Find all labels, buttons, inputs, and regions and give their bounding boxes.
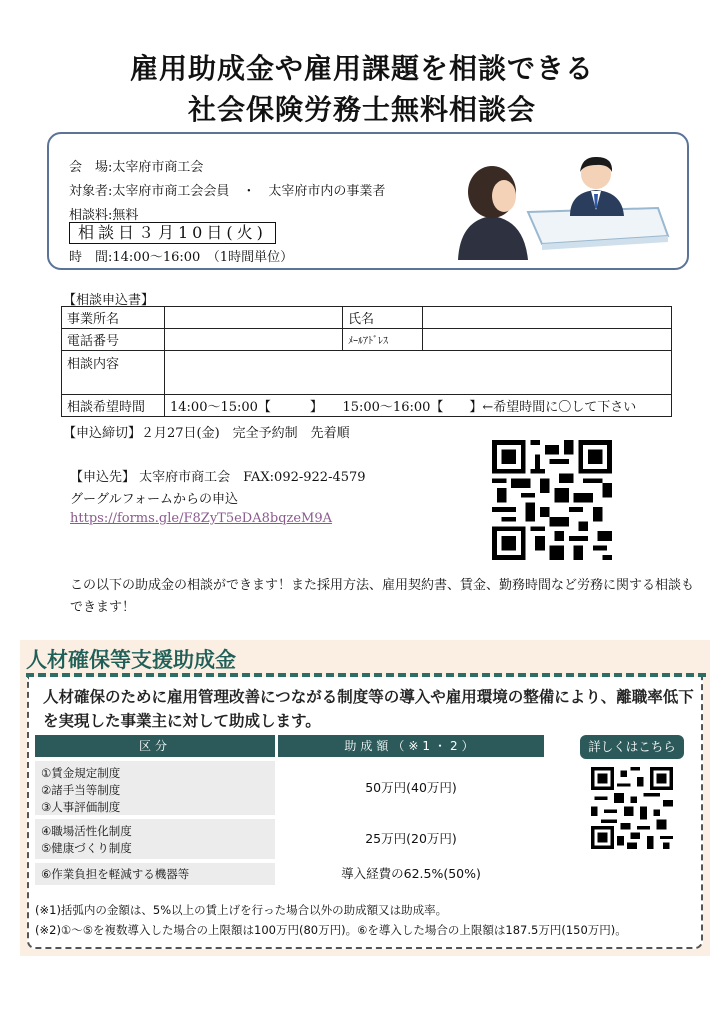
consultation-illustration (458, 152, 670, 260)
table-row-category (35, 863, 275, 885)
category-item: ④職場活性化制度 (41, 824, 132, 838)
table-row-category (35, 819, 275, 859)
business-name-label: 事業所名 (62, 307, 165, 329)
category-item: ①賃金規定制度 (41, 766, 121, 780)
target-text: 対象者:太宰府市商工会会員 ・ 太宰府市内の事業者 (69, 184, 386, 199)
application-form-table (61, 306, 672, 417)
consultation-content-field[interactable] (165, 351, 672, 395)
page-title-line1: 雇用助成金や雇用課題を相談できる (129, 52, 594, 85)
phone-label: 電話番号 (62, 329, 165, 351)
time-slot-2[interactable]: 15:00～16:00【 】←希望時間に〇して下さい (342, 400, 637, 415)
category-header: 区分 (35, 735, 275, 757)
deadline-text: 【申込締切】２月27日(金) 完全予約制 先着順 (63, 426, 350, 441)
table-row-category (35, 761, 275, 815)
business-name-field[interactable] (165, 307, 343, 329)
amount-header: 助成額（※1・2） (278, 735, 544, 757)
time-slot-1[interactable]: 14:00～15:00【 】 (170, 400, 317, 415)
subsidy-description: 人材確保のために雇用管理改善につながる制度等の導入や雇用環境の整備により、離職率低下を実現した事業主に対して助成します。 (43, 688, 694, 730)
footnote-2: (※2)①～⑤を複数導入した場合の上限額は100万円(80万円)。⑥を導入した場合の上限額は187.5万円(150万円)。 (35, 923, 627, 937)
apply-to-text: 【申込先】 太宰府市商工会 FAX:092-922-4579 (70, 470, 366, 485)
subsidy-footnotes (35, 900, 627, 940)
category-item: ③人事評価制度 (41, 800, 121, 814)
category-item: ⑤健康づくり制度 (41, 841, 132, 855)
consultation-content-label: 相談内容 (62, 351, 165, 395)
preferred-time-label: 相談希望時間 (62, 395, 165, 417)
subsidy-title: 人材確保等支援助成金 (26, 648, 236, 672)
table-row-amount: 導入経費の62.5%(50%) (341, 866, 481, 881)
table-row-amount: 25万円(20万円) (365, 831, 457, 846)
table-row-amount: 50万円(40万円) (365, 780, 457, 795)
consultation-date: 相談日３月10日(火) (69, 222, 276, 244)
category-item: ⑥作業負担を軽減する機器等 (41, 867, 190, 881)
email-label: ﾒｰﾙｱﾄﾞﾚｽ (343, 329, 423, 351)
subsidy-section (20, 640, 710, 956)
google-form-qr-code[interactable] (492, 440, 612, 560)
time-text: 時 間:14:00～16:00 （1時間単位） (69, 250, 294, 265)
consultation-note: この以下の助成金の相談ができます！また採用方法、雇用契約書、賃金、勤務時間など労務に関する相談もできます！ (70, 578, 695, 615)
google-form-link[interactable]: https://forms.gle/F8ZyT5eDA8bqzeM9A (70, 511, 333, 526)
name-label: 氏名 (343, 307, 423, 329)
subsidy-panel (27, 677, 703, 949)
venue-text: 会 場:太宰府市商工会 (69, 160, 204, 175)
details-qr-code[interactable] (591, 767, 673, 849)
application-form-heading: 【相談申込書】 (63, 293, 155, 308)
fee-text: 相談料:無料 (69, 208, 139, 223)
footnote-1: (※1)括弧内の金額は、5%以上の賃上げを行った場合以外の助成額又は助成率。 (35, 903, 448, 917)
google-form-text: グーグルフォームからの申込 (70, 492, 238, 507)
details-button[interactable]: 詳しくはこちら (580, 735, 684, 759)
category-item: ②諸手当等制度 (41, 783, 121, 797)
page-title-line2: 社会保険労務士無料相談会 (187, 93, 536, 126)
email-field[interactable] (423, 329, 672, 351)
name-field[interactable] (423, 307, 672, 329)
preferred-time-options[interactable] (165, 395, 672, 417)
phone-field[interactable] (165, 329, 343, 351)
